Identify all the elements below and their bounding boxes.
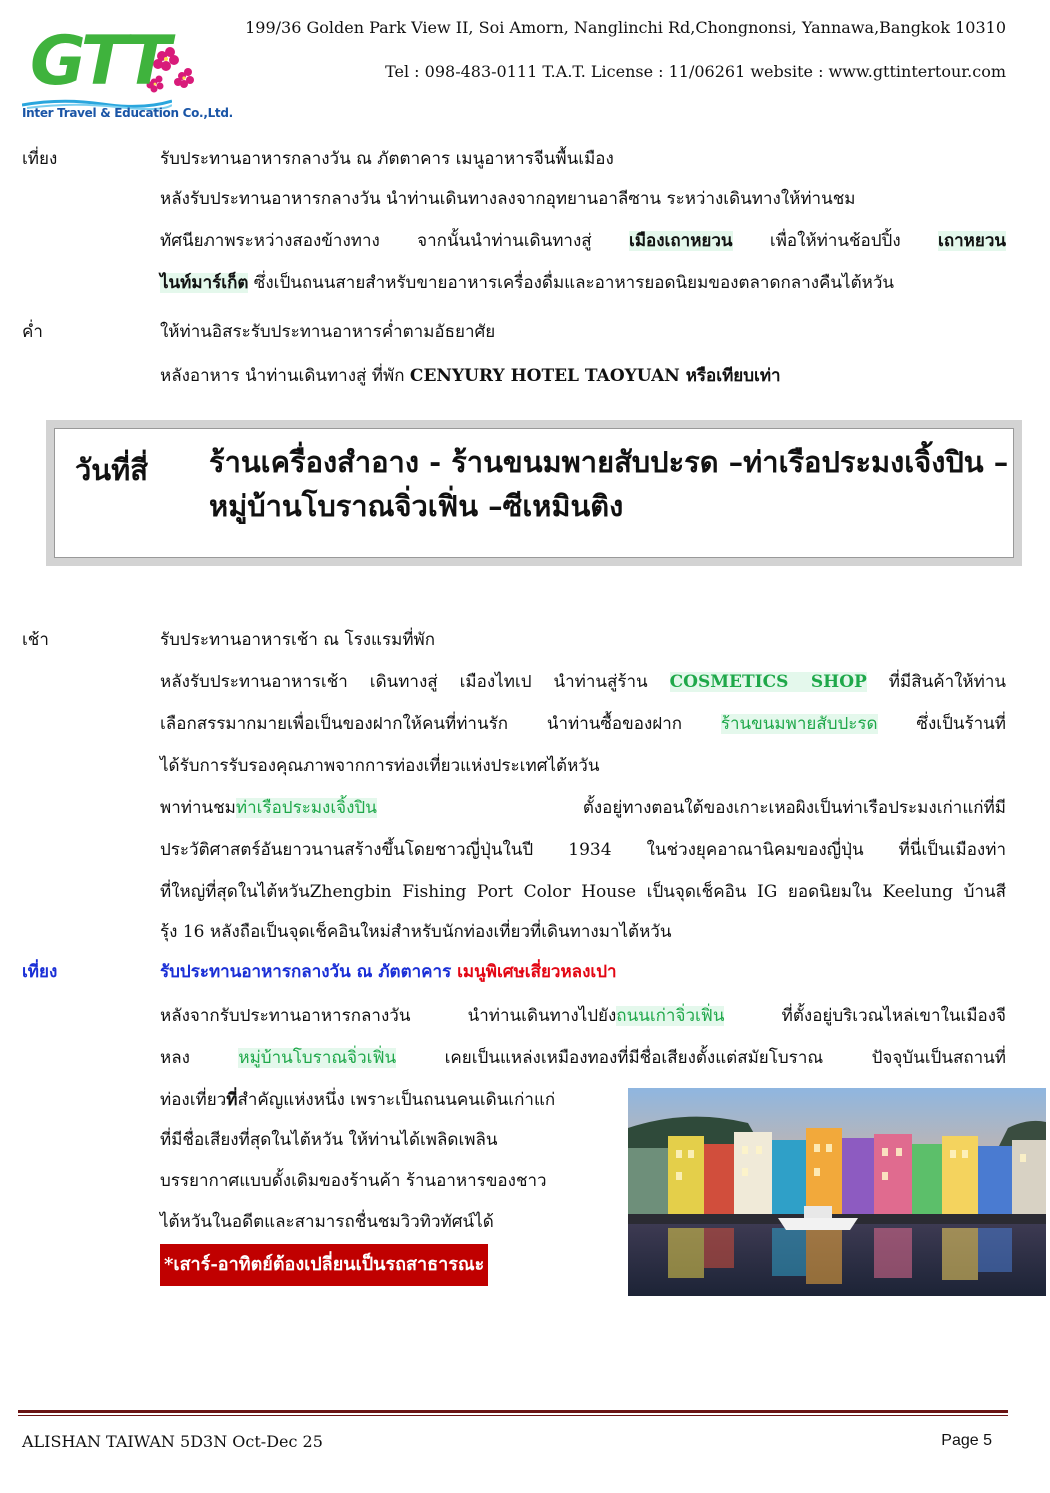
weekend-notice: *เสาร์-อาทิตย์ต้องเปลี่ยนเป็นรถสาธารณะ bbox=[160, 1244, 488, 1286]
paragraph-text bbox=[160, 221, 1006, 261]
day-label: วันที่สี่ bbox=[75, 453, 148, 487]
text-span: หลังรับประทานอาหารเช้า เดินทางสู่ เมืองไทเป นำท่านสู่ร้าน bbox=[160, 672, 670, 692]
paragraph-text bbox=[160, 263, 1006, 303]
footer-program: ALISHAN TAIWAN 5D3N Oct-Dec 25 bbox=[22, 1432, 323, 1451]
paragraph-text: ที่ใหญ่ที่สุดในไต้หวันZhengbin Fishing Port Color House เป็นจุดเช็คอิน IG ยอดนิยมใน Keelung บ้านสี bbox=[160, 882, 1006, 902]
text-span: พาท่านชม bbox=[160, 798, 236, 818]
highlight-pineapple-cake-shop: ร้านขนมพายสับปะรด bbox=[720, 714, 878, 734]
paragraph-text: ไต้หวันในอดีตและสามารถชื่นชมวิวทิวทัศน์ได้ bbox=[160, 1212, 494, 1232]
logo-text: GTT bbox=[30, 22, 167, 101]
text-span: ที่มีสินค้าให้ท่าน bbox=[866, 672, 1006, 692]
text-span: ทัศนียภาพระหว่างสองข้างทาง จากนั้นนำท่านเดินทางสู่ bbox=[160, 231, 630, 251]
meal-label-dinner: ค่ำ bbox=[22, 322, 43, 342]
meal-label-breakfast: เช้า bbox=[22, 630, 49, 650]
text-span: ที่ bbox=[226, 1090, 238, 1110]
paragraph-text bbox=[160, 788, 1006, 828]
text-span: เพื่อให้ท่านช้อปปิ้ง bbox=[732, 231, 939, 251]
footer-rule bbox=[18, 1410, 1008, 1413]
text-span: ตั้งอยู่ทางตอนใต้ของเกาะเหอผิงเป็นท่าเรือประมงเก่าแก่ที่มี bbox=[376, 798, 1006, 818]
text-span: ซึ่งเป็นร้านที่ bbox=[877, 714, 1006, 734]
text-span: หลง bbox=[160, 1048, 239, 1068]
day-title-line: ร้านเครื่องสำอาง - ร้านขนมพายสับปะรด –ท่าเรือประมงเจิ้งปิน – bbox=[209, 445, 1009, 479]
paragraph-text bbox=[160, 704, 1006, 744]
lunch-description bbox=[160, 952, 1006, 992]
hotel-text bbox=[160, 356, 1006, 396]
highlight-zhengbin-port: ท่าเรือประมงเจิ้งปิน bbox=[235, 798, 377, 818]
page-number: Page 5 bbox=[941, 1432, 992, 1449]
text-span: หลังอาหาร นำท่านเดินทางสู่ ที่พัก bbox=[160, 366, 410, 386]
dinner-description: ให้ท่านอิสระรับประทานอาหารค่ำตามอัธยาศัย bbox=[160, 322, 496, 342]
highlight-jiufen-old-street: ถนนเก่าจิ่วเฟิ่น bbox=[616, 1006, 725, 1026]
footer-rule-thin bbox=[18, 1415, 1008, 1416]
highlight-cosmetics-shop: COSMETICS SHOP bbox=[669, 672, 867, 692]
text-span: ที่ตั้งอยู่บริเวณไหล่เขาในเมืองจี bbox=[724, 1006, 1006, 1026]
paragraph-text bbox=[160, 996, 1006, 1036]
text-span: หลังจากรับประทานอาหารกลางวัน นำท่านเดินทางไปยัง bbox=[160, 1006, 617, 1026]
highlight-taoyuan: เถาหยวน bbox=[938, 231, 1006, 251]
highlight-taoyuan-city: เมืองเถาหยวน bbox=[629, 231, 733, 251]
text-span: เคยเป็นแหล่งเหมืองทองที่มีชื่อเสียงตั้งแต่สมัยโบราณ ปัจจุบันเป็นสถานที่ bbox=[396, 1048, 1006, 1068]
paragraph-text bbox=[160, 662, 1006, 702]
logo-company-name: Inter Travel & Education Co.,Ltd. bbox=[22, 106, 233, 120]
text-span: ซึ่งเป็นถนนสายสำหรับขายอาหารเครื่องดื่มและอาหารยอดนิยมของตลาดกลางคืนไต้หวัน bbox=[248, 273, 895, 293]
day-title bbox=[209, 447, 1008, 535]
paragraph-text: ที่มีชื่อเสียงที่สุดในไต้หวัน ให้ท่านได้เพลิดเพลิน bbox=[160, 1130, 498, 1150]
day-title-line: หมู่บ้านโบราณจิ่วเฟิ่น –ซีเหมินติง bbox=[209, 489, 624, 523]
text-span: เลือกสรรมากมายเพื่อเป็นของฝากให้คนที่ท่านรัก นำท่านซื้อของฝาก bbox=[160, 714, 721, 734]
breakfast-description: รับประทานอาหารเช้า ณ โรงแรมที่พัก bbox=[160, 630, 436, 650]
paragraph-text: ประวัติศาสตร์อันยาวนานสร้างขึ้นโดยชาวญี่ปุ่นในปี 1934 ในช่วงยุคอาณานิคมของญี่ปุ่น ที่นี่เป็นเมืองท่า bbox=[160, 840, 1006, 860]
meal-label-lunch: เที่ยง bbox=[22, 149, 58, 169]
text-span: สำคัญแห่งหนึ่ง เพราะเป็นถนนคนเดินเก่าแก่ bbox=[237, 1090, 556, 1110]
paragraph-text bbox=[160, 1038, 1006, 1078]
text-span: ท่องเที่ยว bbox=[160, 1090, 227, 1110]
highlight-jiufen-village: หมู่บ้านโบราณจิ่วเฟิ่น bbox=[238, 1048, 397, 1068]
hotel-name: CENYURY HOTEL TAOYUAN หรือเทียบเท่า bbox=[409, 366, 781, 386]
header-contact: Tel : 098-483-0111 T.A.T. License : 11/06261 website : www.gttintertour.com bbox=[385, 62, 1006, 81]
paragraph-text: ได้รับการรับรองคุณภาพจากการท่องเที่ยวแห่งประเทศไต้หวัน bbox=[160, 756, 600, 776]
harbor-color-houses-photo bbox=[628, 1088, 1046, 1296]
highlight-night-market: ไนท์มาร์เก็ต bbox=[160, 273, 249, 293]
lunch-description: รับประทานอาหารกลางวัน ณ ภัตตาคาร เมนูอาหารจีนพื้นเมือง bbox=[160, 149, 614, 169]
special-menu: เมนูพิเศษเสี่ยวหลงเปา bbox=[457, 962, 617, 982]
text-span: รับประทานอาหารกลางวัน ณ ภัตตาคาร bbox=[160, 962, 458, 982]
paragraph-text: หลังรับประทานอาหารกลางวัน นำท่านเดินทางลงจากอุทยานอาลีซาน ระหว่างเดินทางให้ท่านชม bbox=[160, 189, 856, 209]
day-heading-box bbox=[46, 420, 1022, 566]
paragraph-text: บรรยากาศแบบดั้งเดิมของร้านค้า ร้านอาหารของชาว bbox=[160, 1171, 547, 1191]
meal-label-lunch: เที่ยง bbox=[22, 962, 58, 982]
header-address: 199/36 Golden Park View II, Soi Amorn, Nanglinchi Rd,Chongnonsi, Yannawa,Bangkok 10310 bbox=[245, 18, 1006, 37]
paragraph-text: รุ้ง 16 หลังถือเป็นจุดเช็คอินใหม่สำหรับนักท่องเที่ยวที่เดินทางมาไต้หวัน bbox=[160, 922, 672, 942]
company-logo bbox=[22, 22, 233, 132]
